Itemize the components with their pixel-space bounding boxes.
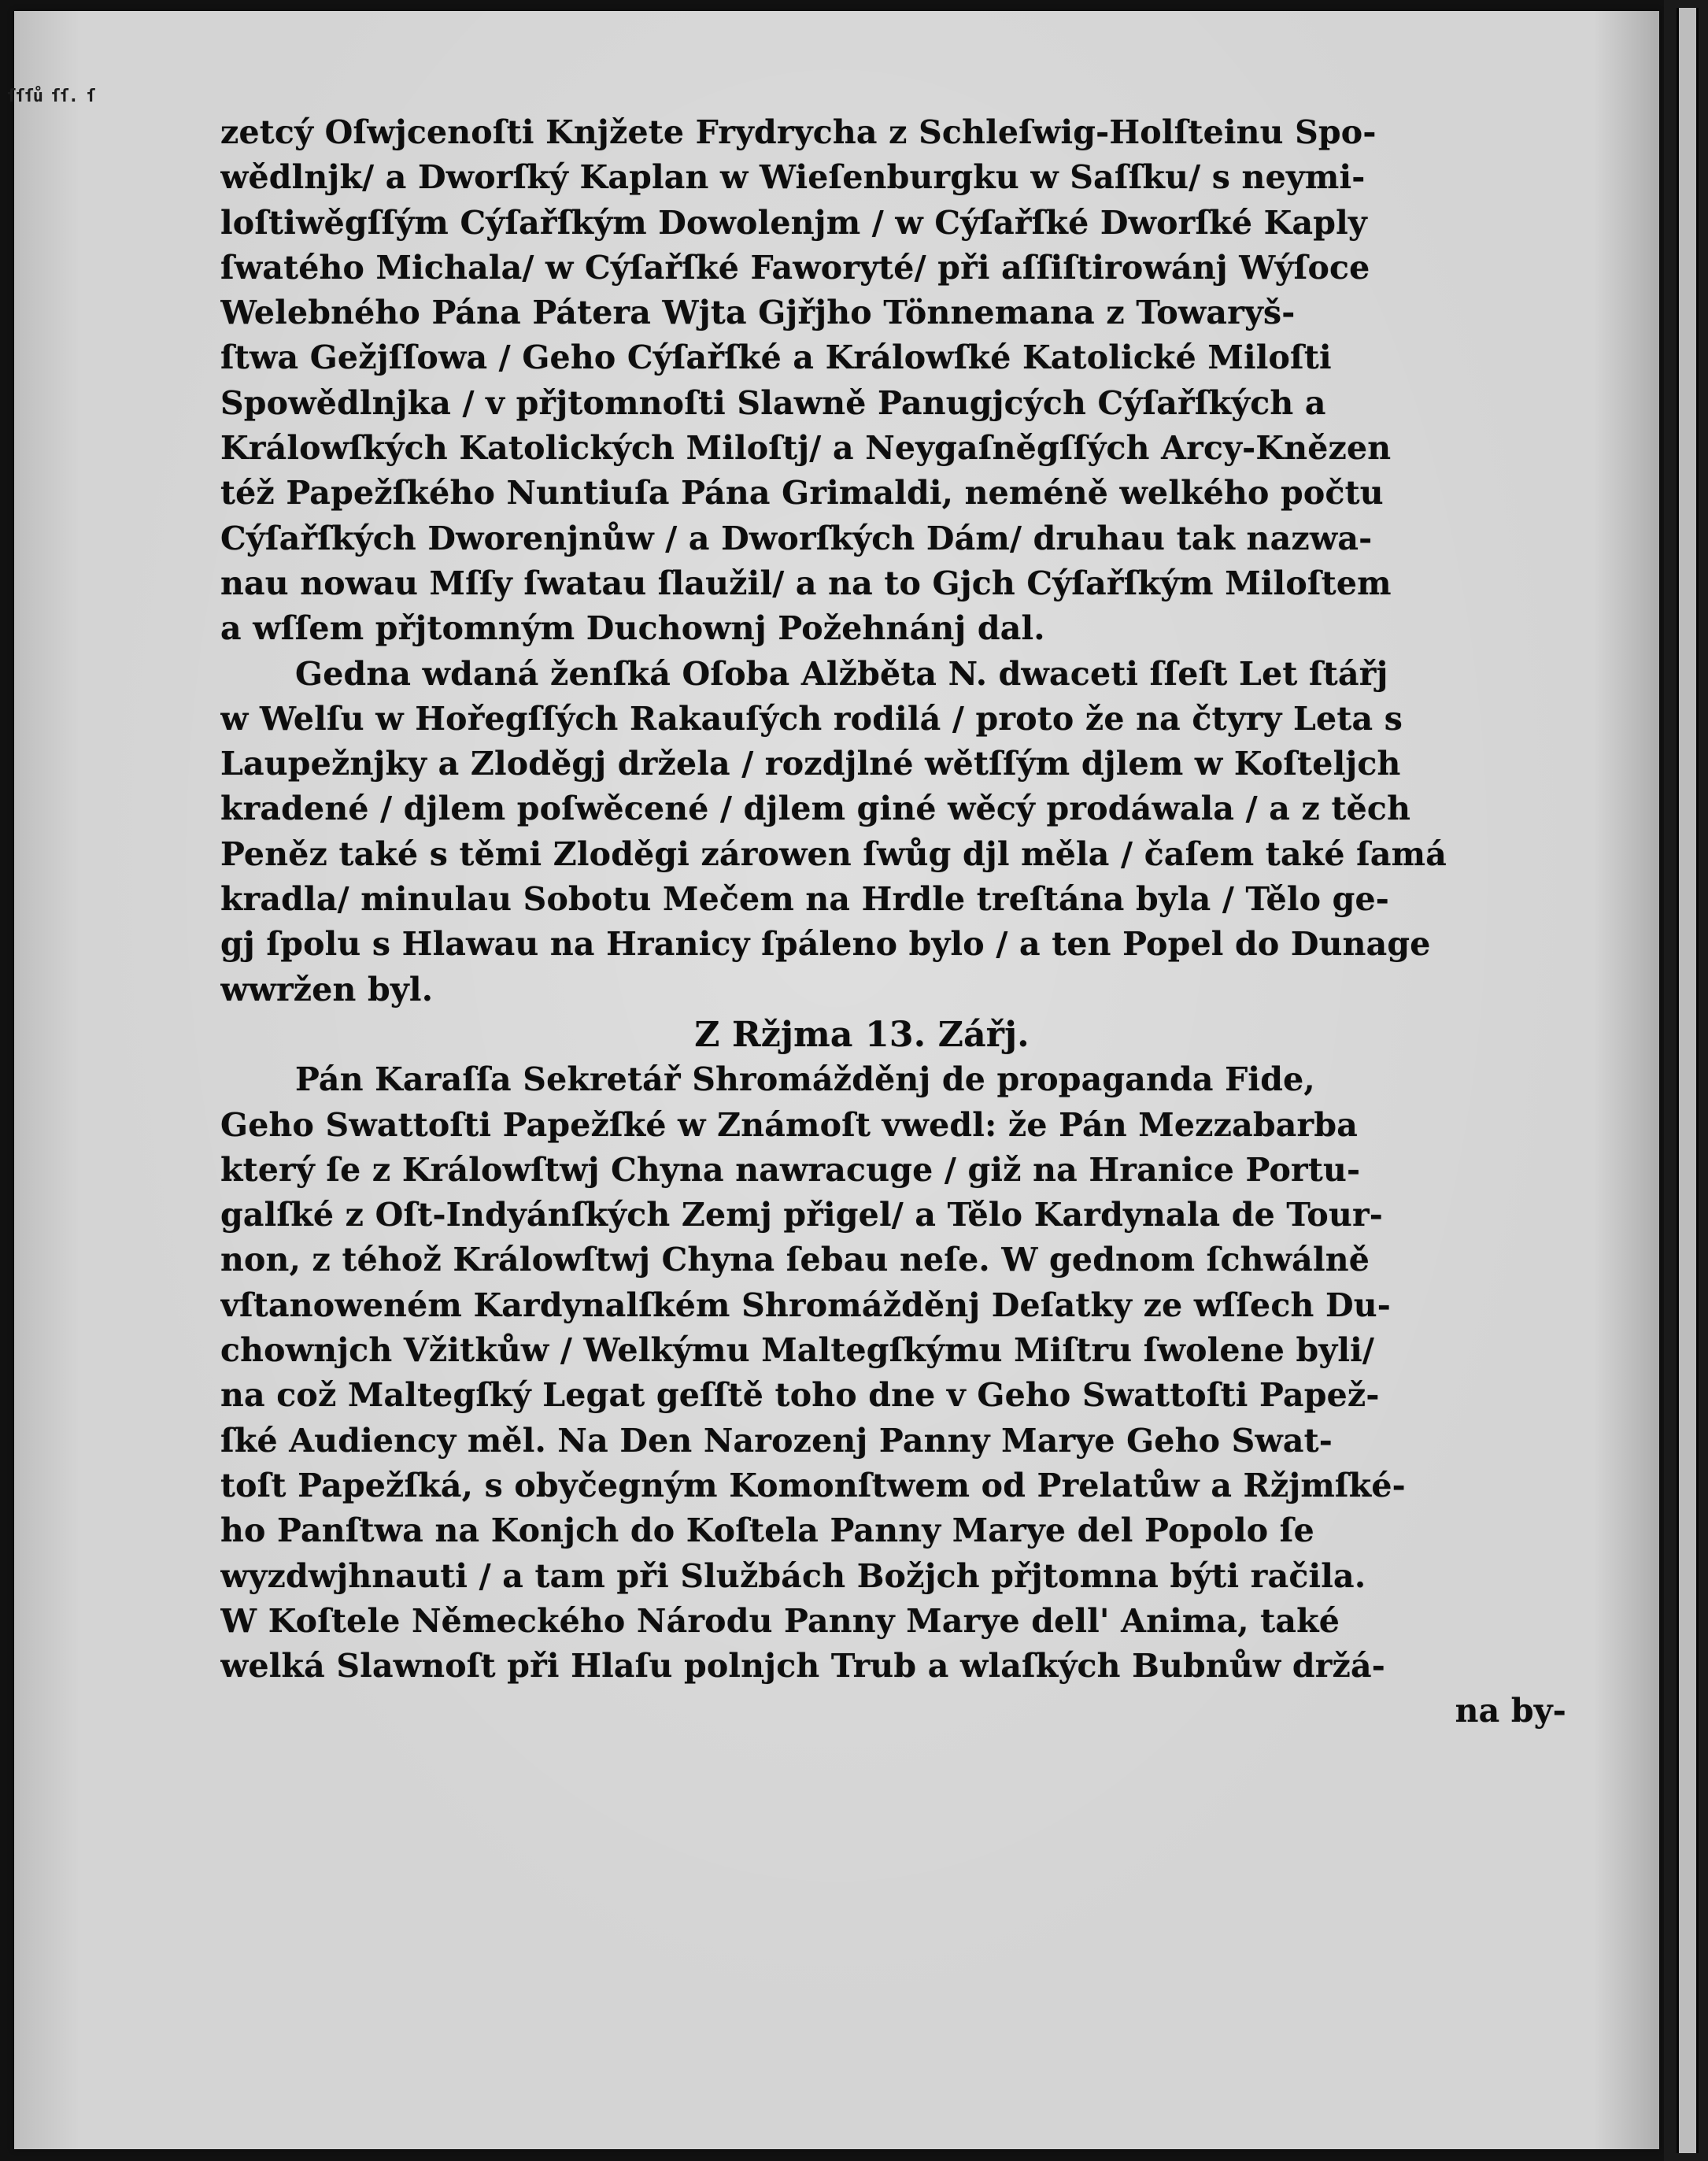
section-heading: Z Ržjma 13. Zářj. [694, 1014, 1030, 1055]
text-line: Welebného Pána Pátera Wjta Gjřjho Tönnemana z Towaryš- [220, 294, 1296, 332]
text-line: nau nowau Mſſy ſwatau ſlaužil/ a na to Gjch Cýſařſkým Miloſtem [220, 564, 1392, 602]
catchword: na by- [1455, 1692, 1566, 1730]
text-line: Králowſkých Katolických Miloſtj/ a Neygaſněgſſých Arcy-Knězen [220, 429, 1392, 468]
text-line: non, z téhož Králowſtwj Chyna ſebau neſe. W gednom ſchwálně [220, 1241, 1370, 1279]
text-line: Pán Karaſſa Sekretář Shromážděnj de propaganda Fide, [295, 1060, 1315, 1099]
text-line: Spowědlnjka / v přjtomnoſti Slawně Panugjcých Cýſařſkých a [220, 383, 1326, 422]
text-line: loſtiwěgſſým Cýſařſkým Dowolenjm / w Cýſařſké Dworſké Kaply [220, 203, 1367, 242]
text-line: w Welſu w Hořegſſých Rakauſých rodilá / proto že na čtyry Leta s [220, 699, 1403, 738]
text-line: chownjch Vžitkůw / Welkýmu Maltegſkýmu Miſtru ſwolene byli/ [220, 1331, 1375, 1370]
page-text [220, 110, 1566, 1734]
adjacent-page-edge [1664, 0, 1708, 2161]
text-line: na což Maltegſký Legat geſſtě toho dne v Geho Swattoſti Papež- [220, 1376, 1380, 1415]
text-line: Gedna wdaná ženſká Oſoba Alžběta N. dwaceti ſſeſt Let ſtářj [295, 654, 1388, 693]
text-line: Peněz také s těmi Zloděgi zárowen ſwůg djl měla / čaſem také ſamá [220, 834, 1447, 873]
text-line: též Papežſkého Nuntiuſa Pána Grimaldi, neméně welkého počtu [220, 474, 1384, 512]
text-line: wwržen byl. [220, 970, 434, 1008]
text-line: welká Slawnoſt při Hlaſu polnjch Trub a wlaſkých Bubnůw držá- [220, 1647, 1385, 1686]
text-line: kradla/ minulau Sobotu Mečem na Hrdle treſtána byla / Tělo ge- [220, 880, 1390, 919]
text-line: gj ſpolu s Hlawau na Hranicy ſpáleno bylo / a ten Popel do Dunage [220, 925, 1431, 964]
text-line: Geho Swattoſti Papežſké w Známoſt vwedl: že Pán Mezzabarba [220, 1105, 1358, 1144]
text-line: W Koſtele Německého Národu Panny Marye dell' Anima, také [220, 1601, 1340, 1640]
text-line: galſké z Oſt-Indyánſkých Zemj přigel/ a Tělo Kardynala de Tour- [220, 1196, 1383, 1234]
text-line: wědlnjk/ a Dworſký Kaplan w Wieſenburgku w Saſſku/ s neymi- [220, 158, 1366, 197]
text-line: vſtanoweném Kardynalſkém Shromážděnj Deſatky ze wſſech Du- [220, 1286, 1391, 1324]
text-line: Cýſařſkých Dworenjnůw / a Dworſkých Dám/ druhau tak nazwa- [220, 519, 1373, 557]
text-line: wyzdwjhnauti / a tam při Službách Božjch přjtomna býti račila. [220, 1556, 1366, 1595]
text-line: zetcý Oſwjcenoſti Knjžete Frydrycha z Schleſwig-Holſteinu Spo- [220, 113, 1377, 151]
text-line: ſwatého Michala/ w Cýſařſké Faworyté/ při aſſiſtirowánj Wýſoce [220, 248, 1370, 287]
text-line: ho Panſtwa na Konjch do Koſtela Panny Marye del Popolo ſe [220, 1512, 1314, 1550]
text-line: toſt Papežſká, s obyčegným Komonſtwem od Prelatůw a Ržjmſké- [220, 1466, 1406, 1504]
text-line: ſké Audiency měl. Na Den Narozenj Panny Marye Geho Swat- [220, 1421, 1333, 1460]
text-line: kradené / djlem poſwěcené / djlem giné wěcý prodáwala / a z těch [220, 790, 1411, 828]
text-line: který ſe z Králowſtwj Chyna nawracuge / giž na Hranice Portu- [220, 1150, 1361, 1189]
edge-mark: ſſſů ſſ. ſ [6, 87, 95, 106]
text-line: ſtwa Gežjſſowa / Geho Cýſařſké a Králowſké Katolické Miloſti [220, 339, 1332, 377]
text-line: a wſſem přjtomným Duchownj Požehnánj dal. [220, 609, 1045, 648]
text-line: Laupežnjky a Zloděgj držela / rozdjlné wětſſým djlem w Koſteljch [220, 745, 1401, 783]
